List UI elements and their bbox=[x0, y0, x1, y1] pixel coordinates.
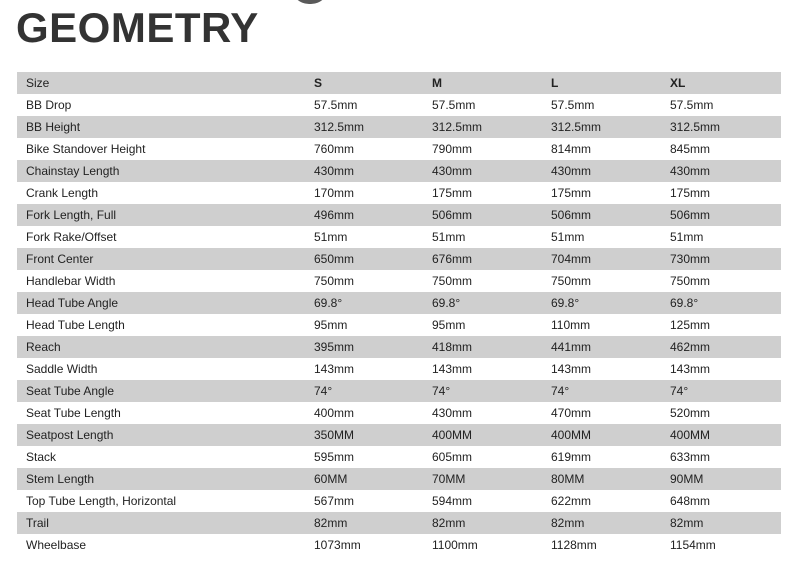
size-header-m: M bbox=[432, 76, 442, 90]
row-label: Seat Tube Angle bbox=[26, 384, 115, 398]
cell-s: 1073mm bbox=[314, 538, 361, 552]
size-header-l: L bbox=[551, 76, 559, 90]
cell-m: 430mm bbox=[432, 406, 473, 420]
cell-s: 82mm bbox=[314, 516, 348, 530]
cell-m: 312.5mm bbox=[432, 120, 483, 134]
row-label: Stem Length bbox=[26, 472, 95, 486]
cell-m: 95mm bbox=[432, 318, 466, 332]
cell-l: 704mm bbox=[551, 252, 592, 266]
cell-xl: 51mm bbox=[670, 230, 704, 244]
cell-l: 506mm bbox=[551, 208, 592, 222]
cell-l: 622mm bbox=[551, 494, 592, 508]
cell-s: 567mm bbox=[314, 494, 355, 508]
cell-s: 400mm bbox=[314, 406, 355, 420]
size-header-xl: XL bbox=[670, 76, 686, 90]
cell-s: 51mm bbox=[314, 230, 348, 244]
cell-s: 69.8° bbox=[314, 296, 343, 310]
row-label: Fork Rake/Offset bbox=[26, 230, 117, 244]
cell-m: 790mm bbox=[432, 142, 473, 156]
cell-s: 650mm bbox=[314, 252, 355, 266]
row-label: Head Tube Length bbox=[26, 318, 125, 332]
table-row bbox=[17, 204, 781, 226]
cell-m: 594mm bbox=[432, 494, 473, 508]
table-row bbox=[17, 182, 781, 204]
cell-m: 70MM bbox=[432, 472, 466, 486]
cell-m: 400MM bbox=[432, 428, 473, 442]
cell-m: 1100mm bbox=[432, 538, 478, 552]
cell-xl: 125mm bbox=[670, 318, 711, 332]
cell-xl: 730mm bbox=[670, 252, 711, 266]
cell-l: 400MM bbox=[551, 428, 592, 442]
cell-xl: 648mm bbox=[670, 494, 711, 508]
cell-m: 51mm bbox=[432, 230, 466, 244]
table-row bbox=[17, 468, 781, 490]
cell-xl: 175mm bbox=[670, 186, 711, 200]
cell-xl: 400MM bbox=[670, 428, 711, 442]
cell-m: 506mm bbox=[432, 208, 473, 222]
row-label: BB Drop bbox=[26, 98, 72, 112]
cell-s: 750mm bbox=[314, 274, 355, 288]
row-label: Top Tube Length, Horizontal bbox=[26, 494, 177, 508]
cell-xl: 74° bbox=[670, 384, 689, 398]
cell-m: 69.8° bbox=[432, 296, 461, 310]
table-row bbox=[17, 490, 781, 512]
cell-m: 57.5mm bbox=[432, 98, 476, 112]
cell-s: 350MM bbox=[314, 428, 355, 442]
size-header-label: Size bbox=[26, 76, 50, 90]
cell-s: 430mm bbox=[314, 164, 355, 178]
cell-m: 605mm bbox=[432, 450, 473, 464]
geometry-table-body bbox=[17, 72, 781, 556]
table-row bbox=[17, 160, 781, 182]
table-row bbox=[17, 446, 781, 468]
cell-xl: 1154mm bbox=[670, 538, 716, 552]
table-row bbox=[17, 336, 781, 358]
row-label: Crank Length bbox=[26, 186, 99, 200]
cell-l: 110mm bbox=[551, 318, 591, 332]
cell-xl: 69.8° bbox=[670, 296, 699, 310]
cell-m: 74° bbox=[432, 384, 451, 398]
cell-s: 57.5mm bbox=[314, 98, 358, 112]
partial-circle-icon bbox=[291, 0, 329, 4]
cell-xl: 750mm bbox=[670, 274, 711, 288]
cell-xl: 312.5mm bbox=[670, 120, 721, 134]
cell-m: 418mm bbox=[432, 340, 473, 354]
cell-l: 57.5mm bbox=[551, 98, 595, 112]
cell-l: 80MM bbox=[551, 472, 585, 486]
cell-s: 312.5mm bbox=[314, 120, 365, 134]
row-label: Handlebar Width bbox=[26, 274, 116, 288]
cell-xl: 143mm bbox=[670, 362, 711, 376]
cell-xl: 90MM bbox=[670, 472, 704, 486]
row-label: Saddle Width bbox=[26, 362, 98, 376]
row-label: Seat Tube Length bbox=[26, 406, 121, 420]
table-row bbox=[17, 138, 781, 160]
cell-l: 143mm bbox=[551, 362, 592, 376]
cell-l: 619mm bbox=[551, 450, 592, 464]
cell-s: 595mm bbox=[314, 450, 355, 464]
row-label: Front Center bbox=[26, 252, 94, 266]
geometry-table bbox=[17, 72, 781, 556]
size-header-s: S bbox=[314, 76, 323, 90]
cell-l: 51mm bbox=[551, 230, 585, 244]
cell-xl: 520mm bbox=[670, 406, 711, 420]
cell-l: 470mm bbox=[551, 406, 592, 420]
cell-l: 750mm bbox=[551, 274, 592, 288]
cell-s: 170mm bbox=[314, 186, 355, 200]
row-label: Wheelbase bbox=[26, 538, 87, 552]
cell-m: 82mm bbox=[432, 516, 466, 530]
table-row bbox=[17, 402, 781, 424]
table-row bbox=[17, 534, 781, 556]
cell-xl: 462mm bbox=[670, 340, 711, 354]
cell-l: 1128mm bbox=[551, 538, 597, 552]
row-label: Bike Standover Height bbox=[26, 142, 146, 156]
cell-l: 430mm bbox=[551, 164, 592, 178]
cell-m: 676mm bbox=[432, 252, 473, 266]
table-row bbox=[17, 512, 781, 534]
row-label: Head Tube Angle bbox=[26, 296, 119, 310]
cell-s: 395mm bbox=[314, 340, 355, 354]
cell-s: 95mm bbox=[314, 318, 348, 332]
cell-xl: 633mm bbox=[670, 450, 711, 464]
cell-l: 74° bbox=[551, 384, 570, 398]
row-label: Chainstay Length bbox=[26, 164, 120, 178]
table-row bbox=[17, 358, 781, 380]
table-row bbox=[17, 248, 781, 270]
table-row bbox=[17, 116, 781, 138]
cell-l: 441mm bbox=[551, 340, 592, 354]
cell-l: 69.8° bbox=[551, 296, 580, 310]
table-row bbox=[17, 424, 781, 446]
table-header-row bbox=[17, 72, 781, 94]
cell-xl: 82mm bbox=[670, 516, 704, 530]
row-label: Reach bbox=[26, 340, 61, 354]
cell-s: 496mm bbox=[314, 208, 355, 222]
cell-xl: 57.5mm bbox=[670, 98, 714, 112]
row-label: Trail bbox=[26, 516, 49, 530]
cell-s: 60MM bbox=[314, 472, 348, 486]
cell-s: 760mm bbox=[314, 142, 355, 156]
cell-m: 430mm bbox=[432, 164, 473, 178]
row-label: Stack bbox=[26, 450, 57, 464]
cell-s: 143mm bbox=[314, 362, 355, 376]
row-label: Fork Length, Full bbox=[26, 208, 117, 222]
cell-xl: 430mm bbox=[670, 164, 711, 178]
cell-l: 312.5mm bbox=[551, 120, 602, 134]
table-row bbox=[17, 314, 781, 336]
table-row bbox=[17, 270, 781, 292]
cell-m: 143mm bbox=[432, 362, 473, 376]
cell-l: 814mm bbox=[551, 142, 592, 156]
cell-m: 750mm bbox=[432, 274, 473, 288]
table-row bbox=[17, 226, 781, 248]
cell-xl: 506mm bbox=[670, 208, 711, 222]
cell-l: 175mm bbox=[551, 186, 592, 200]
row-label: BB Height bbox=[26, 120, 81, 134]
cell-l: 82mm bbox=[551, 516, 585, 530]
table-row bbox=[17, 292, 781, 314]
row-label: Seatpost Length bbox=[26, 428, 114, 442]
page-title: GEOMETRY bbox=[16, 4, 259, 51]
cell-m: 175mm bbox=[432, 186, 473, 200]
table-row bbox=[17, 94, 781, 116]
table-row bbox=[17, 380, 781, 402]
cell-xl: 845mm bbox=[670, 142, 711, 156]
cell-s: 74° bbox=[314, 384, 333, 398]
